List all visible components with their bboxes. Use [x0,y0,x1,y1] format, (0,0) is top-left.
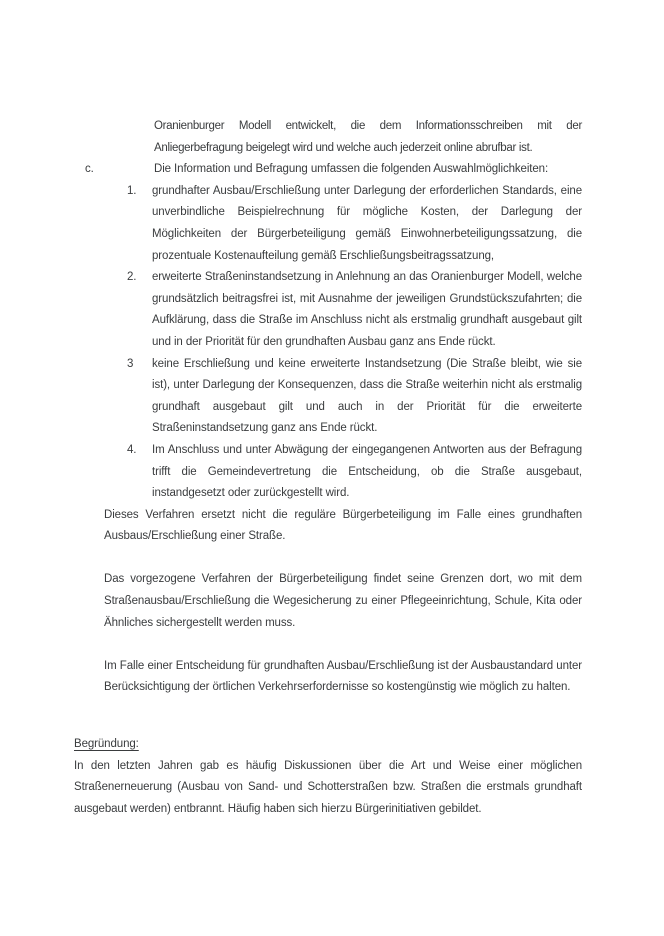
list-item-c-label: c. [85,163,94,176]
numbered-item-2 [74,267,582,353]
numbered-item-3-label: 3 [127,357,134,370]
numbered-item-4-text: Im Anschluss und unter Abwägung der eingegangenen Antworten aus der Befragung trifft die Gemeindevertretung die Entscheidung, ob die Straße ausgebaut, instandgesetzt oder zurückgestellt wird. [152,443,582,500]
numbered-item-2-label: 2. [127,271,137,284]
begruendung-paragraph: In den letzten Jahren gab es häufig Diskussionen über die Art und Weise einer möglichen Straßenerneuerung (Ausbau von Sand- und Schotterstraßen bzw. Straßen die erstmals grundhaft ausgebaut werden) entbrannt. Häufig haben sich hierzu Bürgerinitiativen gebildet. [74,759,582,815]
paragraph-note-after-list: Dieses Verfahren ersetzt nicht die reguläre Bürgerbeteiligung im Falle eines grundhaften Ausbaus/Erschließung einer Straße. [104,508,582,543]
paragraph-limits: Das vorgezogene Verfahren der Bürgerbeteiligung findet seine Grenzen dort, wo mit dem Straßenausbau/Erschließung die Wegesicherung zu einer Pflegeeinrichtung, Schule, Kita oder Ähnliches sichergestellt werden muss. [104,573,582,629]
list-item-c [74,159,582,181]
numbered-item-4 [74,440,582,505]
begruendung-heading: Begründung: [74,738,139,751]
list-item-c-text: Die Information und Befragung umfassen die folgenden Auswahlmöglichkeiten: [154,163,549,176]
paragraph-intro-continuation: Oranienburger Modell entwickelt, die dem Informationsschreiben mit der Anliegerbefragung beigelegt wird und welche auch jederzeit online abrufbar ist. [154,120,582,154]
numbered-item-1-label: 1. [127,184,137,197]
numbered-item-3-text: keine Erschließung und keine erweiterte Instandsetzung (Die Straße bleibt, wie sie ist), unter Darlegung der Konsequenzen, dass die Straße weiterhin nicht als erstmalig grundhaft ausgebaut gilt und auch in der Priorität für die erweiterte Straßeninstandsetzung ganz ans Ende rückt. [152,357,582,435]
numbered-item-2-text: erweiterte Straßeninstandsetzung in Anlehnung an das Oranienburger Modell, welche grundsätzlich beitragsfrei ist, mit Ausnahme der jeweiligen Grundstückszufahrten; die Aufklärung, dass die Straße im Anschluss nicht als erstmalig grundhaft ausgebaut gilt und in der Priorität für den grundhaften Ausbau ganz ans Ende rückt. [152,271,582,348]
document-body [74,116,582,820]
numbered-item-1-text: grundhafter Ausbau/Erschließung unter Darlegung der erforderlichen Standards, eine unverbindliche Beispielrechnung für mögliche Kosten, der Darlegung der Möglichkeiten der Bürgerbeteiligung gemäß Einwohnerbeteiligungssatzung, die prozentuale Kostenaufteilung gemäß Erschließungsbeitragssatzung, [152,184,582,262]
numbered-item-4-label: 4. [127,443,137,456]
paragraph-standard: Im Falle einer Entscheidung für grundhaften Ausbau/Erschließung ist der Ausbaustandard unter Berücksichtigung der örtlichen Verkehrserfordernisse so kostengünstig wie möglich zu halten. [104,659,582,694]
numbered-item-1 [74,181,582,267]
numbered-item-3 [74,354,582,440]
